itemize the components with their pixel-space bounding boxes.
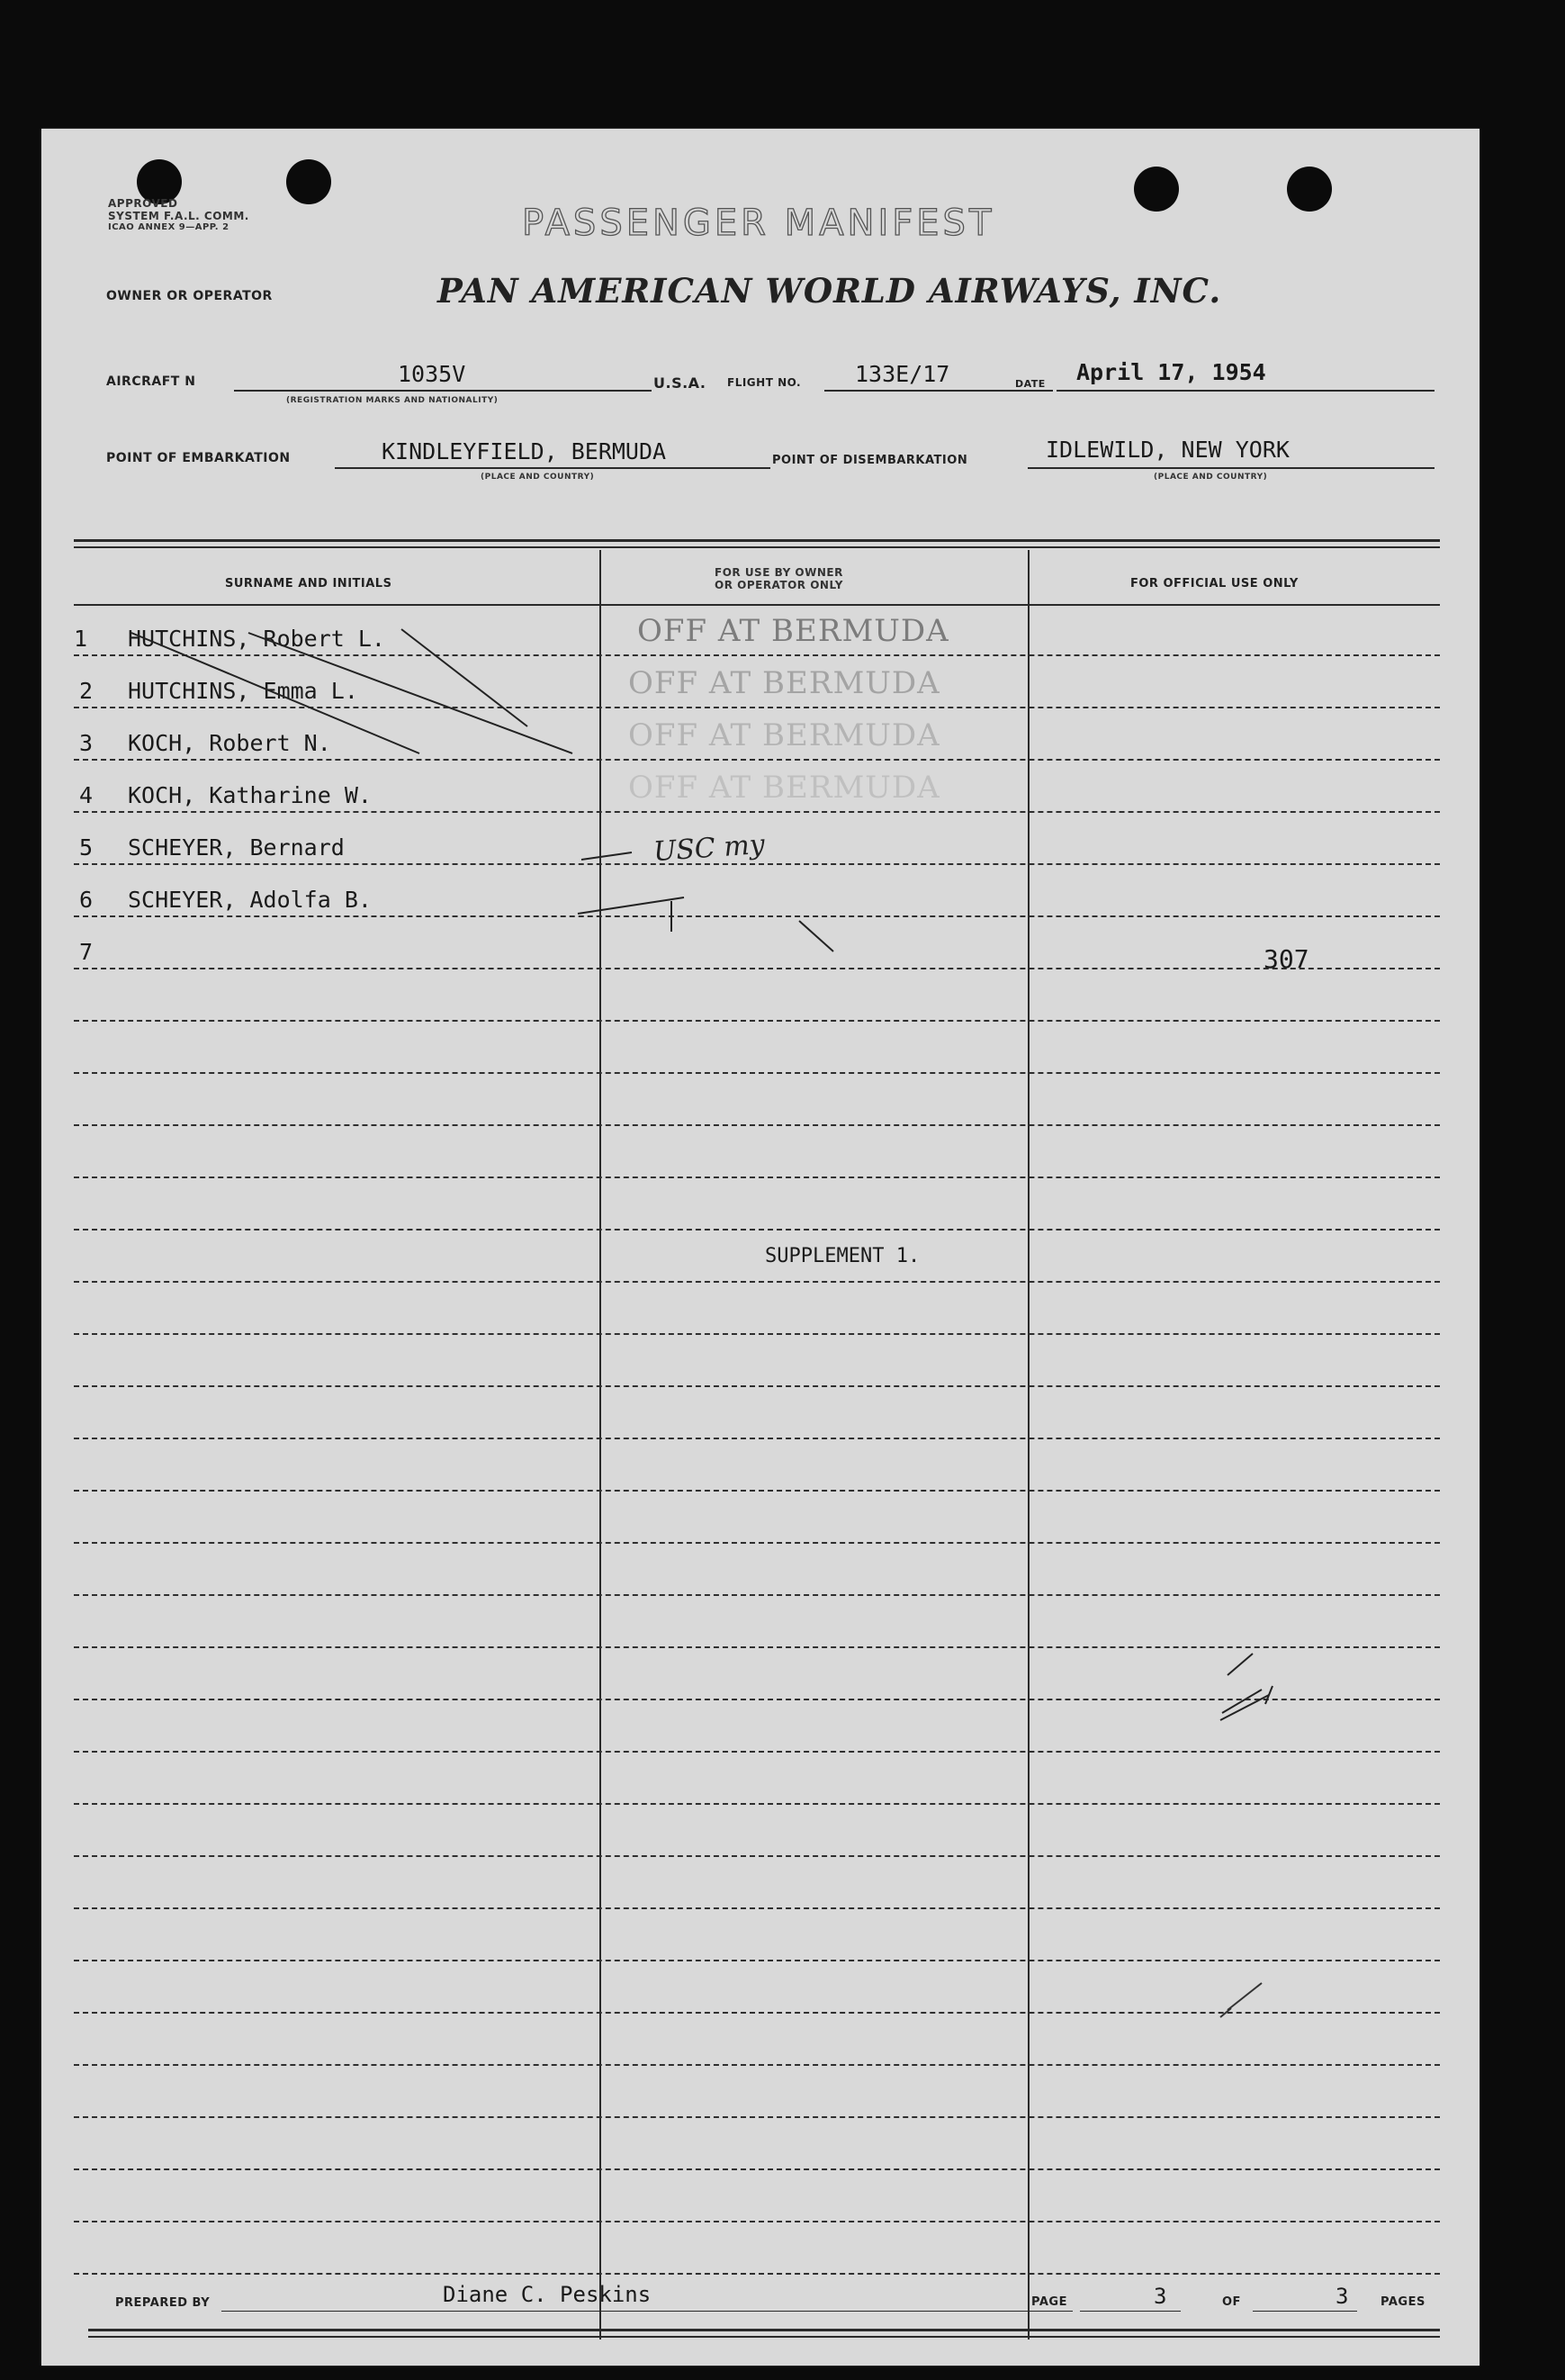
column-header-official: FOR OFFICIAL USE ONLY — [1130, 577, 1299, 590]
disembarkation-caption: (PLACE AND COUNTRY) — [1154, 473, 1268, 482]
stamp-off-at-bermuda: OFF AT BERMUDA — [637, 613, 949, 649]
row-number: 2 — [79, 678, 94, 704]
passenger-name: KOCH, Katharine W. — [128, 782, 372, 808]
column-header-owner-2: OR OPERATOR ONLY — [715, 579, 843, 591]
supplement-label: SUPPLEMENT 1. — [765, 1245, 921, 1267]
prepared-by-label: PREPARED BY — [115, 2296, 211, 2310]
approval-line-3: ICAO ANNEX 9—APP. 2 — [108, 222, 229, 232]
owner-value: PAN AMERICAN WORLD AIRWAYS, INC. — [437, 271, 1222, 311]
column-header-surname: SURNAME AND INITIALS — [225, 577, 392, 590]
official-number: 307 — [1264, 944, 1309, 974]
row-number: 3 — [79, 730, 94, 756]
manifest-sheet — [41, 129, 1480, 2366]
pages-label: PAGES — [1381, 2295, 1426, 2309]
flight-label: FLIGHT NO. — [727, 376, 802, 389]
stamp-off-at-bermuda: OFF AT BERMUDA — [628, 770, 940, 806]
passenger-name: HUTCHINS, Emma L. — [128, 678, 358, 704]
row-number: 6 — [79, 887, 94, 913]
passenger-name: KOCH, Robert N. — [128, 730, 331, 756]
approval-line-1: APPROVED — [108, 197, 178, 210]
date-value: April 17, 1954 — [1076, 359, 1266, 385]
passenger-name: SCHEYER, Adolfa B. — [128, 887, 372, 913]
column-header-owner-1: FOR USE BY OWNER — [715, 566, 843, 579]
stamp-off-at-bermuda: OFF AT BERMUDA — [628, 717, 940, 753]
passenger-name: HUTCHINS, Robert L. — [128, 626, 385, 652]
embarkation-caption: (PLACE AND COUNTRY) — [481, 473, 595, 482]
page-total: 3 — [1336, 2284, 1349, 2309]
handwritten-note: USC my — [652, 828, 766, 869]
row-number: 5 — [79, 834, 94, 861]
country-label: U.S.A. — [653, 374, 706, 392]
flight-value: 133E/17 — [855, 361, 950, 387]
of-label: OF — [1222, 2295, 1241, 2309]
page-number: 3 — [1154, 2284, 1167, 2309]
passenger-name: SCHEYER, Bernard — [128, 834, 345, 861]
aircraft-label: AIRCRAFT N — [106, 374, 196, 389]
date-label: DATE — [1015, 378, 1046, 390]
aircraft-caption: (REGISTRATION MARKS AND NATIONALITY) — [286, 396, 499, 405]
owner-label: OWNER OR OPERATOR — [106, 289, 273, 303]
row-number: 7 — [79, 939, 94, 965]
disembarkation-value: IDLEWILD, NEW YORK — [1046, 437, 1290, 463]
page-label: PAGE — [1031, 2295, 1067, 2309]
embarkation-value: KINDLEYFIELD, BERMUDA — [382, 438, 667, 464]
disembarkation-label: POINT OF DISEMBARKATION — [772, 454, 968, 467]
prepared-by-value: Diane C. Peskins — [443, 2282, 652, 2307]
row-number: 1 — [74, 626, 88, 652]
embarkation-label: POINT OF EMBARKATION — [106, 451, 291, 465]
page-title: PASSENGER MANIFEST — [522, 203, 995, 244]
stamp-off-at-bermuda: OFF AT BERMUDA — [628, 665, 940, 701]
aircraft-value: 1035V — [398, 361, 466, 387]
approval-line-2: SYSTEM F.A.L. COMM. — [108, 210, 249, 222]
row-number: 4 — [79, 782, 94, 808]
strike-marks — [41, 129, 1480, 2366]
